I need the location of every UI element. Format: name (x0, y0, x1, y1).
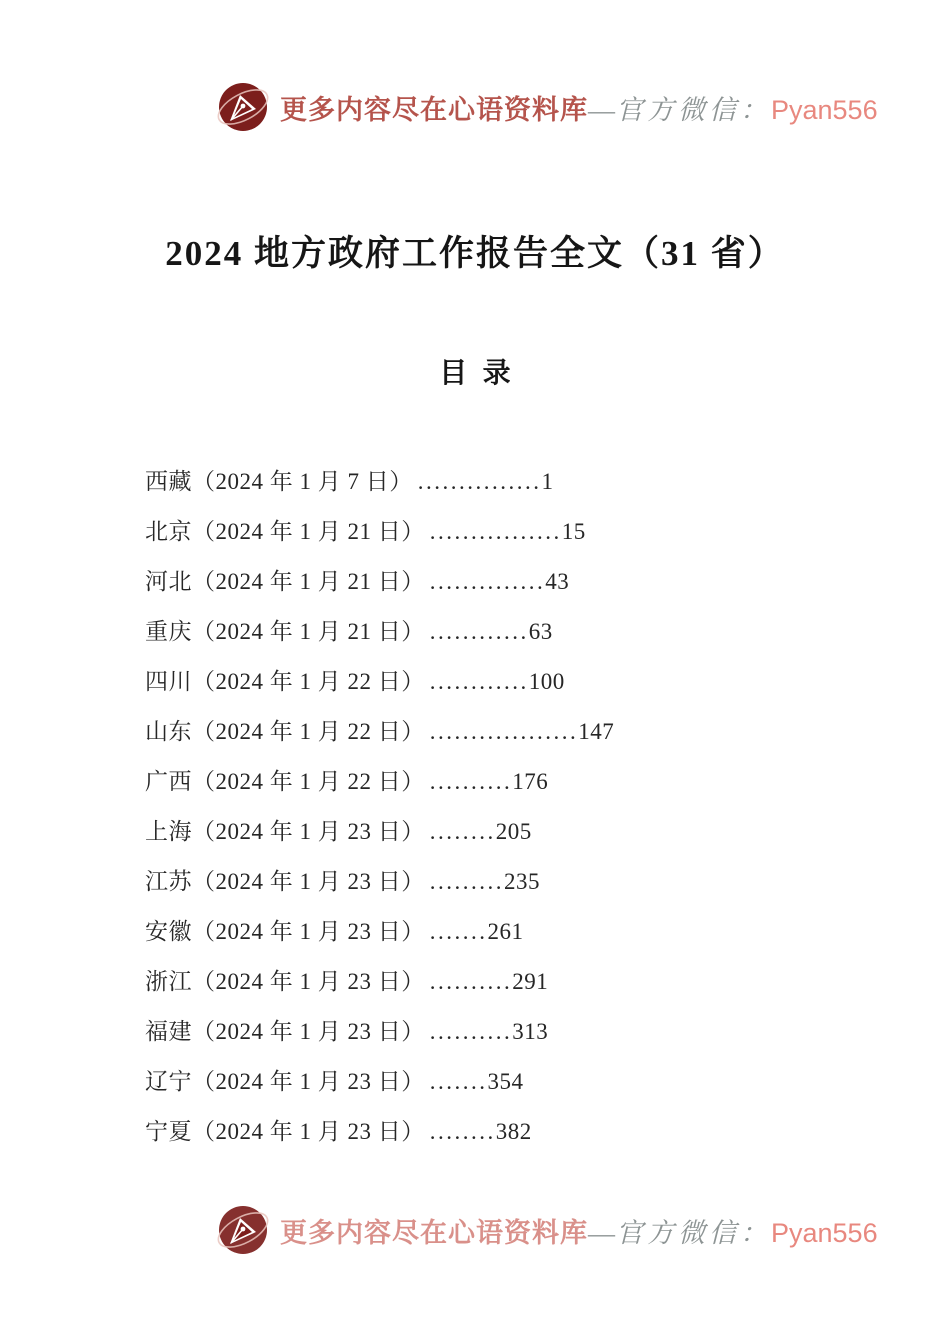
toc-entry-label: 重庆（2024 年 1 月 21 日） (145, 619, 425, 644)
toc-entry[interactable] (145, 1057, 890, 1107)
toc-entry-label: 山东（2024 年 1 月 22 日） (145, 719, 425, 744)
toc-entry-label: 浙江（2024 年 1 月 23 日） (145, 969, 425, 994)
wechat-label: 官方微信： (616, 94, 771, 125)
toc-entry-label: 北京（2024 年 1 月 21 日） (145, 519, 425, 544)
toc-page-number: 261 (487, 919, 524, 944)
watermark-text: 更多内容尽在心语资料库 (280, 94, 588, 125)
toc-leader-dots: ......... (429, 869, 504, 894)
toc-leader-dots: ........ (429, 1119, 496, 1144)
toc-entry-label: 四川（2024 年 1 月 22 日） (145, 669, 425, 694)
toc-leader-dots: .............. (429, 569, 546, 594)
toc-page-number: 354 (487, 1069, 524, 1094)
toc-page-number: 147 (578, 719, 615, 744)
toc-list (145, 457, 890, 1157)
toc-entry[interactable] (145, 707, 890, 757)
toc-entry[interactable] (145, 657, 890, 707)
document-title: 2024 地方政府工作报告全文（31 省） (165, 234, 785, 273)
toc-leader-dots: ....... (429, 919, 488, 944)
toc-entry-label: 西藏（2024 年 1 月 7 日） (145, 469, 413, 494)
toc-entry-label: 宁夏（2024 年 1 月 23 日） (145, 1119, 425, 1144)
toc-page-number: 235 (504, 869, 540, 894)
toc-entry-label: 河北（2024 年 1 月 21 日） (145, 569, 425, 594)
toc-heading: 目录 (439, 358, 527, 389)
toc-leader-dots: .......... (429, 969, 513, 994)
toc-page-number: 205 (495, 819, 532, 844)
footer-watermark (216, 1203, 878, 1257)
toc-leader-dots: .......... (429, 769, 513, 794)
toc-entry-label: 上海（2024 年 1 月 23 日） (145, 819, 425, 844)
toc-leader-dots: ............ (429, 619, 529, 644)
wechat-id: Pyan556 (771, 1217, 878, 1248)
watermark-dash: — (588, 1217, 616, 1248)
toc-entry[interactable] (145, 507, 890, 557)
toc-leader-dots: ................ (429, 519, 562, 544)
toc-page-number: 291 (512, 969, 549, 994)
toc-page-number: 1 (541, 469, 554, 494)
toc-entry[interactable] (145, 1007, 890, 1057)
watermark-dash: — (588, 94, 616, 125)
wechat-label: 官方微信： (616, 1217, 771, 1248)
toc-entry[interactable] (145, 957, 890, 1007)
toc-entry[interactable] (145, 557, 890, 607)
toc-entry[interactable] (145, 857, 890, 907)
toc-entry-label: 江苏（2024 年 1 月 23 日） (145, 869, 425, 894)
toc-leader-dots: .......... (429, 1019, 513, 1044)
toc-entry[interactable] (145, 607, 890, 657)
pen-logo-icon (216, 1203, 270, 1257)
toc-entry[interactable] (145, 457, 890, 507)
toc-leader-dots: ............ (429, 669, 529, 694)
toc-entry-label: 广西（2024 年 1 月 22 日） (145, 769, 425, 794)
toc-page-number: 100 (528, 669, 565, 694)
toc-leader-dots: ............... (417, 469, 542, 494)
toc-entry-label: 安徽（2024 年 1 月 23 日） (145, 919, 425, 944)
toc-leader-dots: ........ (429, 819, 496, 844)
toc-leader-dots: .................. (429, 719, 579, 744)
toc-entry[interactable] (145, 1107, 890, 1157)
wechat-id: Pyan556 (771, 94, 878, 125)
watermark-text: 更多内容尽在心语资料库 (280, 1217, 588, 1248)
toc-leader-dots: ....... (429, 1069, 488, 1094)
toc-entry[interactable] (145, 907, 890, 957)
toc-entry-label: 辽宁（2024 年 1 月 23 日） (145, 1069, 425, 1094)
toc-page-number: 176 (512, 769, 549, 794)
toc-page-number: 43 (545, 569, 570, 594)
toc-entry[interactable] (145, 807, 890, 857)
header-watermark (216, 80, 878, 134)
pen-logo-icon (216, 80, 270, 134)
toc-entry-label: 福建（2024 年 1 月 23 日） (145, 1019, 425, 1044)
toc-page-number: 313 (512, 1019, 549, 1044)
toc-page-number: 382 (495, 1119, 532, 1144)
toc-page-number: 63 (528, 619, 553, 644)
toc-page-number: 15 (561, 519, 586, 544)
toc-entry[interactable] (145, 757, 890, 807)
